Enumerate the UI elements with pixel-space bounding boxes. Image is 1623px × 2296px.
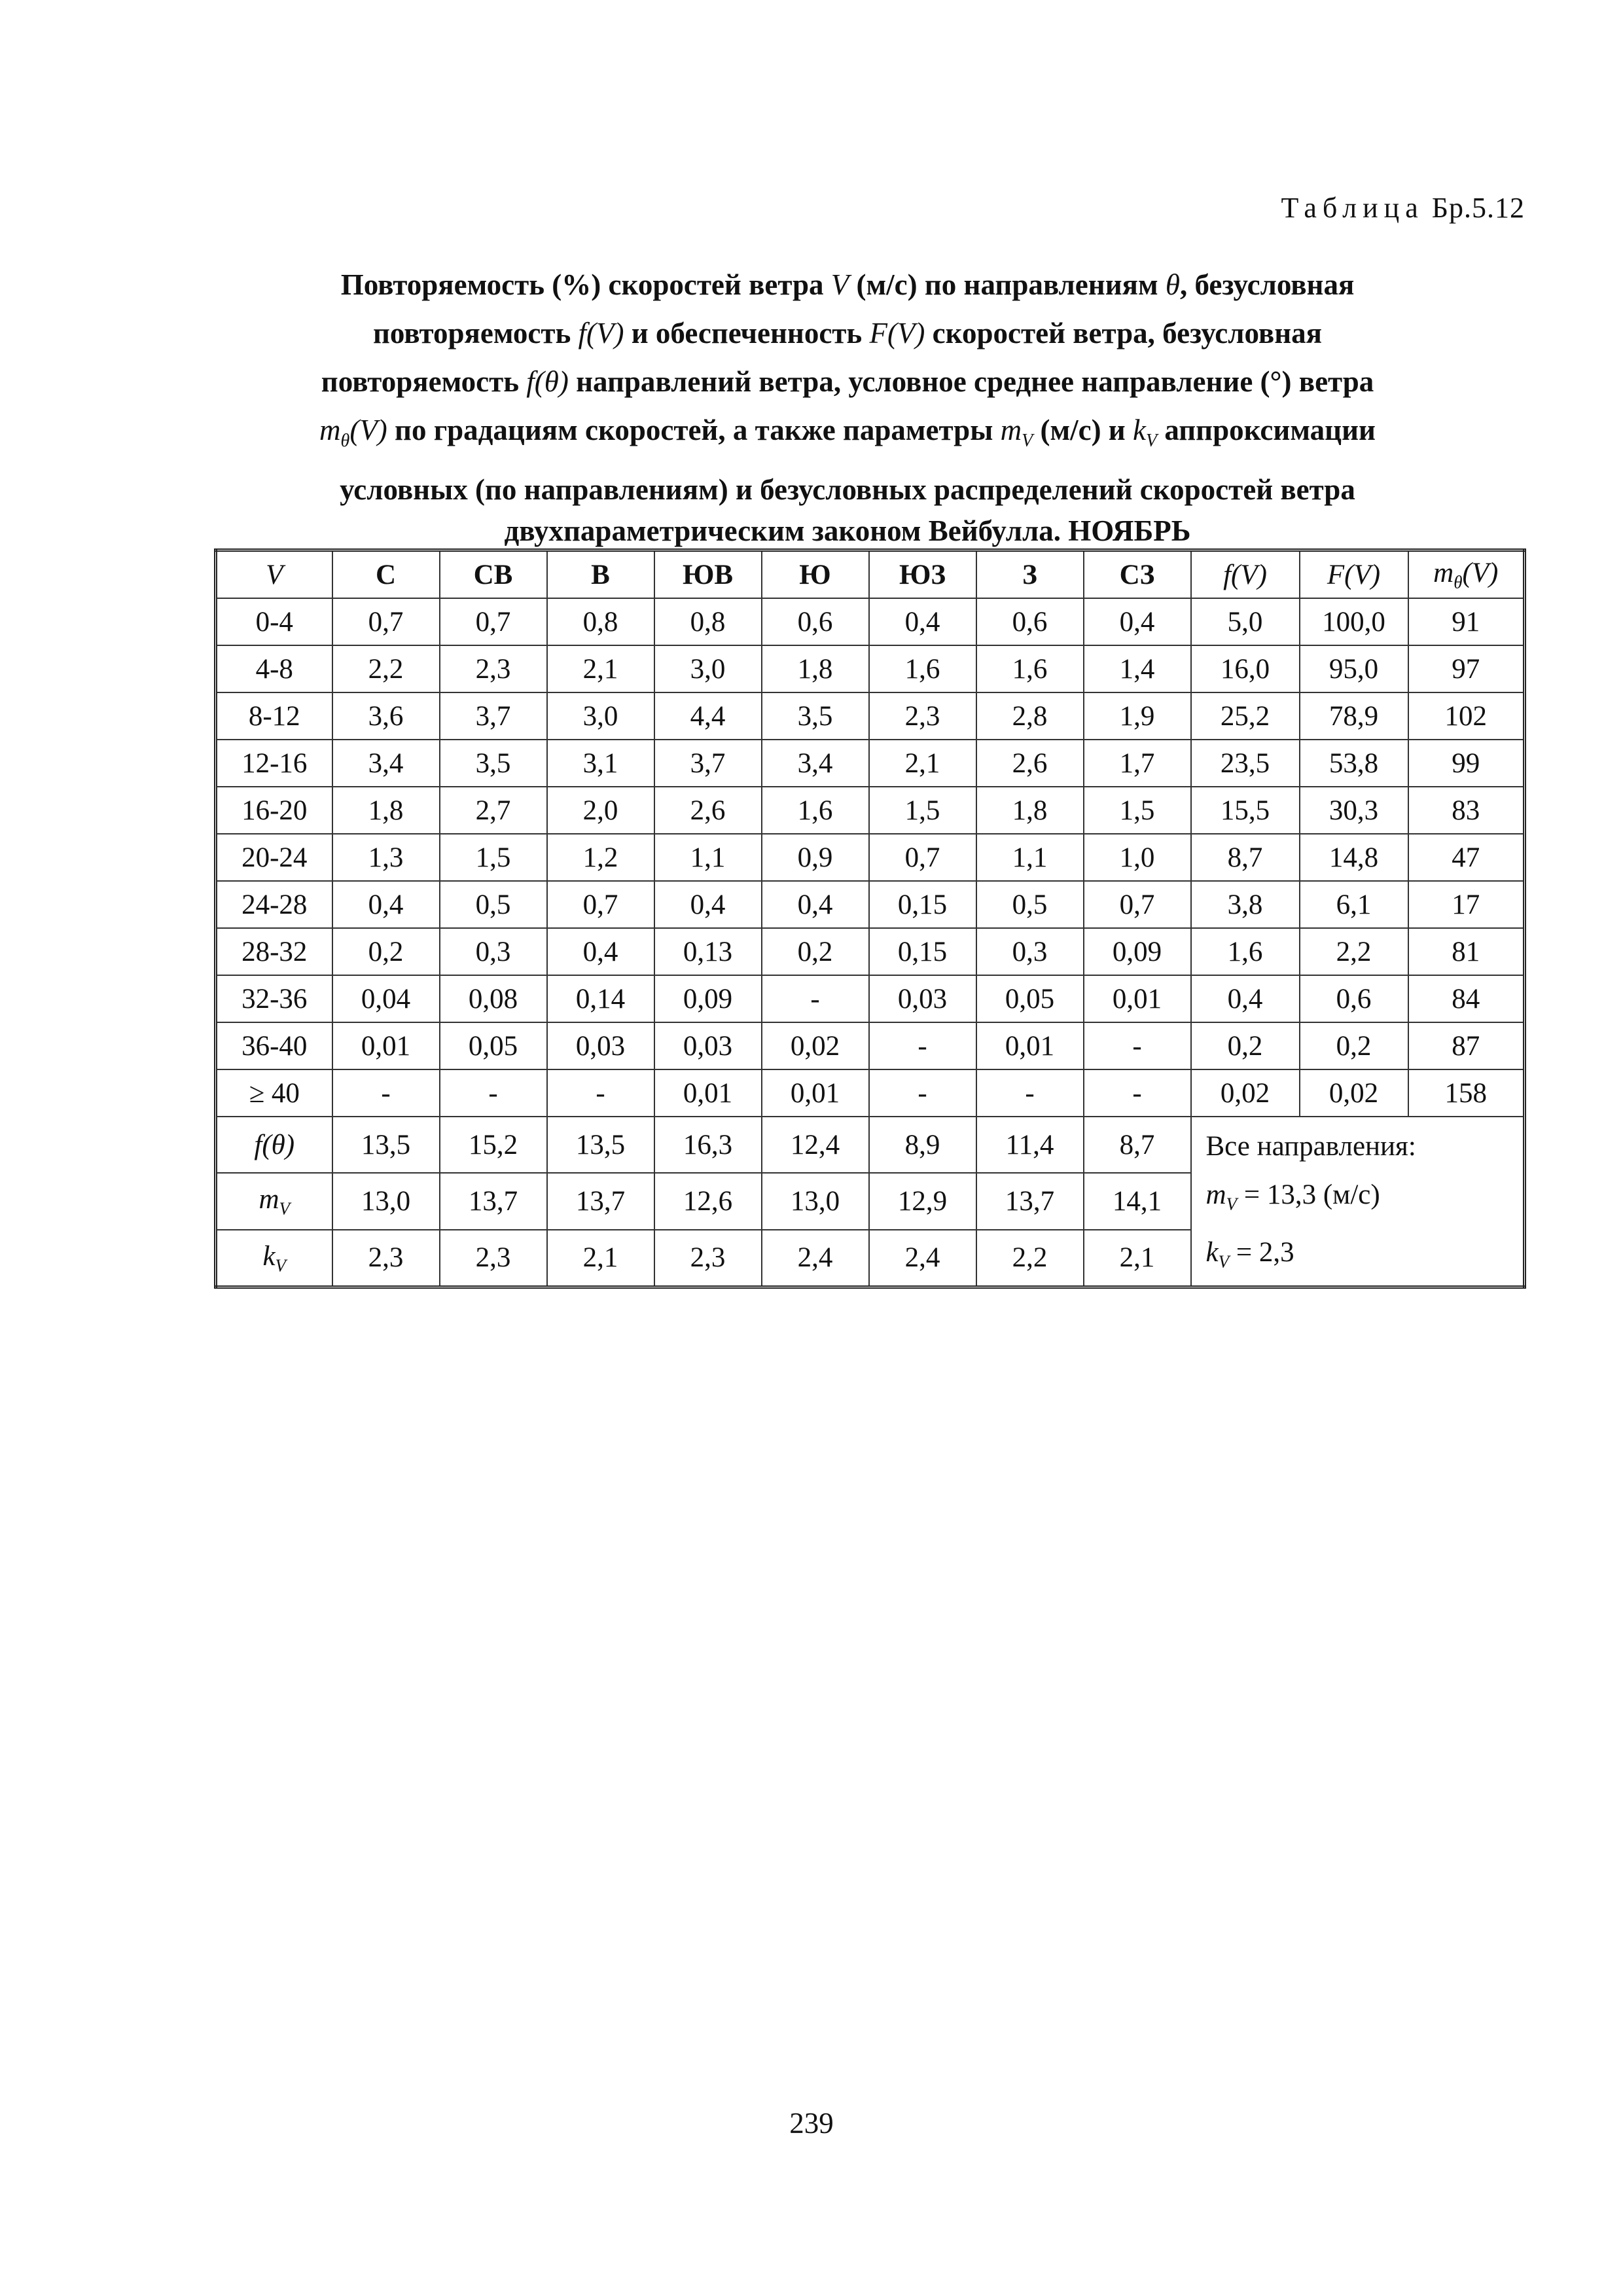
- frequency-cell: 0,03: [547, 1022, 654, 1069]
- mv-cell: 13,0: [762, 1173, 869, 1229]
- ftheta-cell: 13,5: [332, 1117, 440, 1173]
- caption-symbol-arg: (V): [349, 414, 387, 446]
- caption-symbol-sub: θ: [340, 431, 350, 451]
- caption-symbol-base: k: [1132, 414, 1146, 446]
- caption-text: Повторяемость (%) скоростей ветра: [340, 268, 831, 301]
- frequency-cell: 0,03: [654, 1022, 762, 1069]
- frequency-cell: 3,6: [332, 692, 440, 740]
- header-direction: СВ: [440, 550, 547, 599]
- mean-direction-cell: 158: [1408, 1069, 1525, 1117]
- caption-text: аппроксимации: [1157, 414, 1376, 446]
- frequency-cell: 0,08: [440, 975, 547, 1022]
- frequency-cell: -: [762, 975, 869, 1022]
- caption-line-4: [216, 406, 1479, 465]
- caption-text: по градациям скоростей, а также параметры: [387, 414, 1001, 446]
- table-row: [216, 598, 1525, 645]
- frequency-cell: 3,4: [332, 740, 440, 787]
- frequency-cell: 1,2: [547, 834, 654, 881]
- frequency-cell: -: [440, 1069, 547, 1117]
- header-direction: В: [547, 550, 654, 599]
- frequency-cell: 0,6: [762, 598, 869, 645]
- frequency-cell: 1,0: [1084, 834, 1191, 881]
- frequency-cell: 0,9: [762, 834, 869, 881]
- FV-cell: 6,1: [1300, 881, 1408, 928]
- FV-cell: 0,6: [1300, 975, 1408, 1022]
- FV-cell: 2,2: [1300, 928, 1408, 975]
- header-symbol-sub: θ: [1454, 572, 1463, 592]
- mv-label-cell: [216, 1173, 332, 1229]
- frequency-cell: 1,1: [976, 834, 1084, 881]
- frequency-cell: 2,6: [654, 787, 762, 834]
- frequency-cell: 4,4: [654, 692, 762, 740]
- frequency-cell: -: [547, 1069, 654, 1117]
- caption-text: , безусловная: [1180, 268, 1355, 301]
- frequency-cell: 0,7: [869, 834, 976, 881]
- frequency-cell: -: [332, 1069, 440, 1117]
- mean-direction-cell: 102: [1408, 692, 1525, 740]
- frequency-cell: 2,0: [547, 787, 654, 834]
- frequency-cell: 0,3: [976, 928, 1084, 975]
- table-row: [216, 975, 1525, 1022]
- frequency-cell: 0,01: [976, 1022, 1084, 1069]
- caption-line-3: [216, 357, 1479, 406]
- kv-cell: 2,4: [762, 1230, 869, 1287]
- header-direction: С: [332, 550, 440, 599]
- summary-symbol-sub: V: [1226, 1194, 1238, 1214]
- frequency-cell: 1,8: [762, 645, 869, 692]
- fv-cell: 23,5: [1191, 740, 1300, 787]
- ftheta-label-cell: f(θ): [216, 1117, 332, 1173]
- frequency-cell: 2,2: [332, 645, 440, 692]
- frequency-cell: 0,14: [547, 975, 654, 1022]
- FV-cell: 30,3: [1300, 787, 1408, 834]
- table-caption: [216, 260, 1479, 548]
- caption-symbol-fv: f(V): [578, 317, 624, 350]
- frequency-cell: 0,02: [762, 1022, 869, 1069]
- summary-mv-value: = 13,3 (м/с): [1237, 1179, 1380, 1210]
- ftheta-cell: 8,7: [1084, 1117, 1191, 1173]
- summary-symbol-base: m: [1205, 1179, 1226, 1210]
- caption-text: (м/с) по направлениям: [849, 268, 1166, 301]
- header-speed: V: [216, 550, 332, 599]
- frequency-cell: 0,5: [976, 881, 1084, 928]
- frequency-cell: 0,03: [869, 975, 976, 1022]
- ftheta-cell: 12,4: [762, 1117, 869, 1173]
- table-row: [216, 834, 1525, 881]
- kv-cell: 2,4: [869, 1230, 976, 1287]
- kv-label-cell: [216, 1230, 332, 1287]
- caption-symbol-mtheta: [319, 414, 387, 451]
- frequency-cell: 0,2: [762, 928, 869, 975]
- summary-symbol-sub: V: [1218, 1251, 1230, 1272]
- table-row: [216, 787, 1525, 834]
- frequency-cell: 0,01: [332, 1022, 440, 1069]
- mv-cell: 14,1: [1084, 1173, 1191, 1229]
- frequency-cell: 1,6: [976, 645, 1084, 692]
- mean-direction-cell: 87: [1408, 1022, 1525, 1069]
- frequency-cell: 0,04: [332, 975, 440, 1022]
- frequency-cell: 0,15: [869, 928, 976, 975]
- table-row: [216, 740, 1525, 787]
- frequency-cell: 0,3: [440, 928, 547, 975]
- FV-cell: 95,0: [1300, 645, 1408, 692]
- mean-direction-cell: 83: [1408, 787, 1525, 834]
- frequency-cell: 3,5: [762, 692, 869, 740]
- page-number: 239: [789, 2107, 834, 2140]
- mv-cell: 13,7: [976, 1173, 1084, 1229]
- frequency-cell: 0,13: [654, 928, 762, 975]
- FV-cell: 100,0: [1300, 598, 1408, 645]
- caption-text: (м/с) и: [1033, 414, 1133, 446]
- frequency-cell: 0,8: [547, 598, 654, 645]
- frequency-cell: 0,01: [762, 1069, 869, 1117]
- caption-text: повторяемость: [373, 317, 579, 350]
- caption-text: повторяемость: [321, 365, 527, 398]
- row-label-base: m: [259, 1184, 279, 1215]
- frequency-cell: -: [1084, 1069, 1191, 1117]
- FV-cell: 0,2: [1300, 1022, 1408, 1069]
- fv-cell: 1,6: [1191, 928, 1300, 975]
- caption-symbol-mv: [1000, 414, 1033, 451]
- frequency-cell: 0,7: [1084, 881, 1191, 928]
- frequency-cell: 3,7: [654, 740, 762, 787]
- frequency-cell: 0,05: [976, 975, 1084, 1022]
- wind-frequency-table: [214, 548, 1526, 1289]
- speed-range-cell: 4-8: [216, 645, 332, 692]
- ftheta-cell: 13,5: [547, 1117, 654, 1173]
- frequency-cell: 3,7: [440, 692, 547, 740]
- caption-symbol-sub: V: [1145, 431, 1158, 451]
- table-row: [216, 692, 1525, 740]
- speed-range-cell: 20-24: [216, 834, 332, 881]
- header-direction: ЮЗ: [869, 550, 976, 599]
- table-label-prefix: Таблица: [1281, 192, 1424, 224]
- frequency-cell: 3,5: [440, 740, 547, 787]
- frequency-cell: -: [1084, 1022, 1191, 1069]
- header-FV: F(V): [1300, 550, 1408, 599]
- table-body: [216, 598, 1525, 1287]
- kv-cell: 2,3: [654, 1230, 762, 1287]
- fv-cell: 25,2: [1191, 692, 1300, 740]
- mv-cell: 12,9: [869, 1173, 976, 1229]
- mean-direction-cell: 81: [1408, 928, 1525, 975]
- frequency-cell: 0,7: [547, 881, 654, 928]
- speed-range-cell: 12-16: [216, 740, 332, 787]
- caption-line-2: [216, 309, 1479, 357]
- frequency-cell: 2,3: [869, 692, 976, 740]
- frequency-cell: 0,4: [332, 881, 440, 928]
- frequency-cell: 0,15: [869, 881, 976, 928]
- row-label-sub: V: [275, 1255, 287, 1276]
- speed-range-cell: 0-4: [216, 598, 332, 645]
- row-label-sub: V: [279, 1198, 291, 1219]
- summary-mv: [1206, 1171, 1524, 1229]
- header-direction: Ю: [762, 550, 869, 599]
- mean-direction-cell: 99: [1408, 740, 1525, 787]
- caption-line-1: [216, 260, 1479, 309]
- frequency-cell: 0,4: [547, 928, 654, 975]
- speed-range-cell: 8-12: [216, 692, 332, 740]
- mean-direction-cell: 47: [1408, 834, 1525, 881]
- caption-symbol-FV: F(V): [869, 317, 925, 350]
- table-label-number: Бр.5.12: [1431, 192, 1525, 224]
- frequency-cell: 2,1: [869, 740, 976, 787]
- frequency-cell: 3,0: [654, 645, 762, 692]
- ftheta-cell: 8,9: [869, 1117, 976, 1173]
- summary-symbol-base: k: [1205, 1236, 1219, 1268]
- frequency-cell: 0,01: [654, 1069, 762, 1117]
- fv-cell: 16,0: [1191, 645, 1300, 692]
- mean-direction-cell: 97: [1408, 645, 1525, 692]
- FV-cell: 78,9: [1300, 692, 1408, 740]
- frequency-cell: 2,8: [976, 692, 1084, 740]
- kv-cell: 2,1: [547, 1230, 654, 1287]
- FV-cell: 0,02: [1300, 1069, 1408, 1117]
- frequency-cell: 0,05: [440, 1022, 547, 1069]
- frequency-cell: -: [976, 1069, 1084, 1117]
- mv-cell: 12,6: [654, 1173, 762, 1229]
- frequency-cell: 1,4: [1084, 645, 1191, 692]
- frequency-cell: -: [869, 1022, 976, 1069]
- frequency-cell: 1,6: [762, 787, 869, 834]
- frequency-cell: 3,0: [547, 692, 654, 740]
- frequency-cell: 1,8: [976, 787, 1084, 834]
- caption-line-6: двухпараметрическим законом Вейбулла. НОЯБРЬ: [504, 514, 1191, 547]
- speed-range-cell: 36-40: [216, 1022, 332, 1069]
- table-header-row: [216, 550, 1525, 599]
- all-directions-summary: [1191, 1117, 1525, 1287]
- fv-cell: 5,0: [1191, 598, 1300, 645]
- table-label: [1281, 191, 1525, 224]
- table-row: [216, 1022, 1525, 1069]
- frequency-cell: 0,2: [332, 928, 440, 975]
- frequency-cell: 2,1: [547, 645, 654, 692]
- frequency-cell: 1,3: [332, 834, 440, 881]
- summary-kv: [1206, 1229, 1524, 1286]
- frequency-cell: 1,5: [869, 787, 976, 834]
- frequency-cell: 0,09: [654, 975, 762, 1022]
- mean-direction-cell: 91: [1408, 598, 1525, 645]
- caption-symbol-kv: [1132, 414, 1158, 451]
- table-row: [216, 645, 1525, 692]
- summary-kv-value: = 2,3: [1229, 1236, 1294, 1268]
- frequency-cell: 1,8: [332, 787, 440, 834]
- kv-cell: 2,2: [976, 1230, 1084, 1287]
- speed-range-cell: 28-32: [216, 928, 332, 975]
- frequency-cell: 3,4: [762, 740, 869, 787]
- fv-cell: 0,2: [1191, 1022, 1300, 1069]
- ftheta-cell: 15,2: [440, 1117, 547, 1173]
- frequency-cell: 0,8: [654, 598, 762, 645]
- table-row: [216, 928, 1525, 975]
- speed-range-cell: 32-36: [216, 975, 332, 1022]
- mv-cell: 13,7: [440, 1173, 547, 1229]
- header-symbol-base: m: [1433, 557, 1454, 588]
- fv-cell: 0,02: [1191, 1069, 1300, 1117]
- summary-title: Все направления:: [1205, 1131, 1416, 1162]
- speed-range-cell: 16-20: [216, 787, 332, 834]
- frequency-cell: 1,9: [1084, 692, 1191, 740]
- caption-symbol-base: m: [1000, 414, 1022, 446]
- frequency-cell: 1,5: [1084, 787, 1191, 834]
- speed-range-cell: ≥ 40: [216, 1069, 332, 1117]
- FV-cell: 53,8: [1300, 740, 1408, 787]
- frequency-cell: 0,4: [762, 881, 869, 928]
- caption-text: и обеспеченность: [624, 317, 870, 350]
- mean-direction-cell: 84: [1408, 975, 1525, 1022]
- frequency-cell: 0,01: [1084, 975, 1191, 1022]
- frequency-cell: 0,6: [976, 598, 1084, 645]
- kv-cell: 2,1: [1084, 1230, 1191, 1287]
- frequency-cell: 0,7: [440, 598, 547, 645]
- fv-cell: 15,5: [1191, 787, 1300, 834]
- ftheta-cell: 11,4: [976, 1117, 1084, 1173]
- frequency-cell: 0,4: [1084, 598, 1191, 645]
- header-fv: f(V): [1191, 550, 1300, 599]
- frequency-cell: 2,3: [440, 645, 547, 692]
- caption-text: направлений ветра, условное среднее направление (°) ветра: [568, 365, 1374, 398]
- frequency-cell: 2,6: [976, 740, 1084, 787]
- caption-text: скоростей ветра, безусловная: [925, 317, 1322, 350]
- caption-symbol-theta: θ: [1165, 268, 1180, 301]
- frequency-cell: 0,7: [332, 598, 440, 645]
- kv-cell: 2,3: [440, 1230, 547, 1287]
- fv-cell: 8,7: [1191, 834, 1300, 881]
- mean-direction-cell: 17: [1408, 881, 1525, 928]
- table-row: [216, 1069, 1525, 1117]
- kv-cell: 2,3: [332, 1230, 440, 1287]
- frequency-cell: 0,5: [440, 881, 547, 928]
- speed-range-cell: 24-28: [216, 881, 332, 928]
- frequency-cell: 3,1: [547, 740, 654, 787]
- frequency-cell: 2,7: [440, 787, 547, 834]
- header-direction: ЮВ: [654, 550, 762, 599]
- table-row-ftheta: [216, 1117, 1525, 1173]
- header-mtheta: [1408, 550, 1525, 599]
- frequency-cell: 0,09: [1084, 928, 1191, 975]
- frequency-cell: 1,5: [440, 834, 547, 881]
- header-direction: СЗ: [1084, 550, 1191, 599]
- frequency-cell: 1,1: [654, 834, 762, 881]
- caption-symbol-base: m: [319, 414, 341, 446]
- frequency-cell: 1,7: [1084, 740, 1191, 787]
- caption-symbol-sub: V: [1022, 431, 1033, 451]
- header-direction: З: [976, 550, 1084, 599]
- table-row: [216, 881, 1525, 928]
- FV-cell: 14,8: [1300, 834, 1408, 881]
- mv-cell: 13,0: [332, 1173, 440, 1229]
- header-symbol-arg: (V): [1462, 557, 1499, 588]
- row-label-base: k: [262, 1240, 276, 1272]
- ftheta-cell: 16,3: [654, 1117, 762, 1173]
- frequency-cell: 0,4: [869, 598, 976, 645]
- caption-symbol-ftheta: f(θ): [526, 365, 569, 398]
- caption-symbol-v: V: [830, 268, 849, 301]
- caption-line-5: условных (по направлениям) и безусловных распределений скоростей ветра: [340, 473, 1355, 506]
- fv-cell: 3,8: [1191, 881, 1300, 928]
- frequency-cell: -: [869, 1069, 976, 1117]
- frequency-cell: 0,4: [654, 881, 762, 928]
- frequency-cell: 1,6: [869, 645, 976, 692]
- mv-cell: 13,7: [547, 1173, 654, 1229]
- fv-cell: 0,4: [1191, 975, 1300, 1022]
